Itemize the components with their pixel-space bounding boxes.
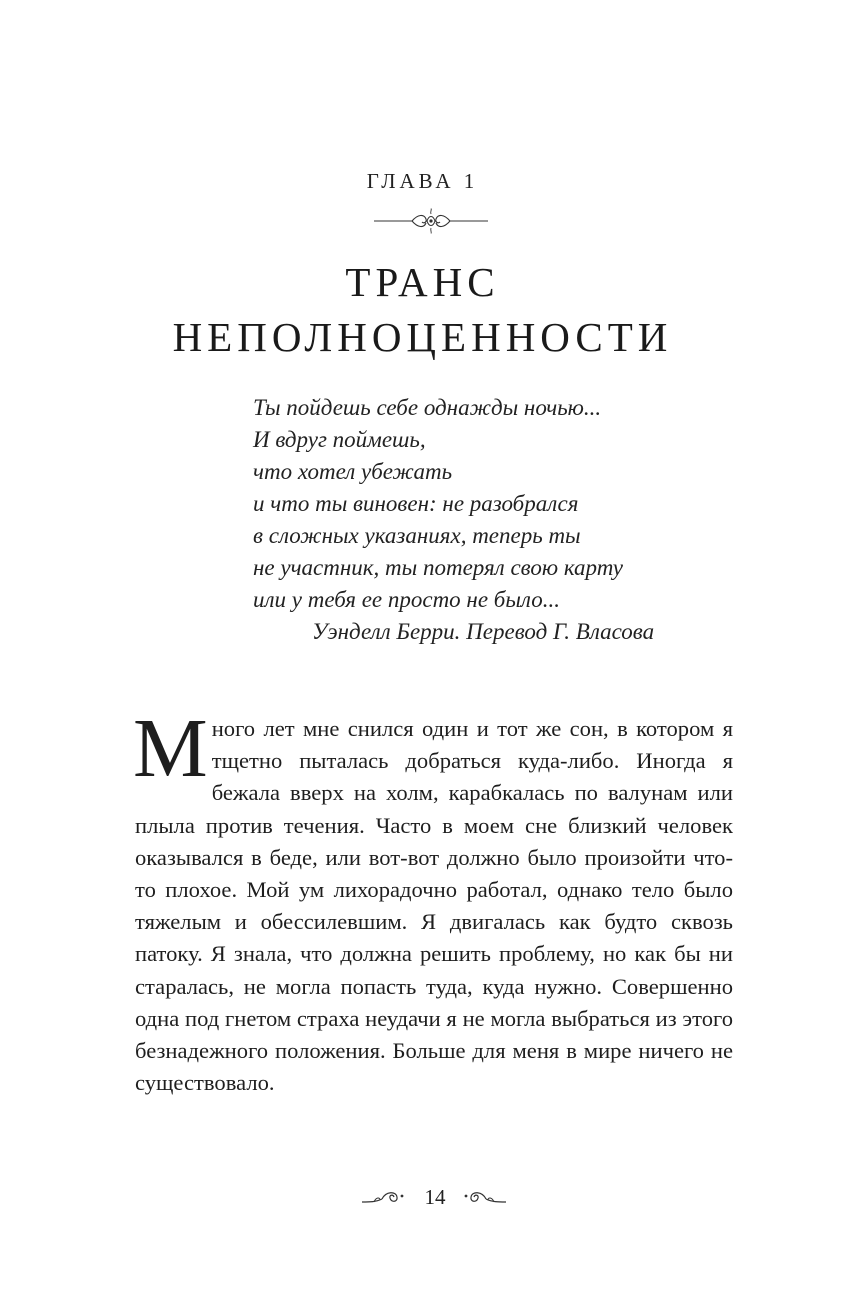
chapter-title-line-1: ТРАНС	[345, 259, 500, 305]
epigraph-attribution: Уэнделл Берри. Перевод Г. Власова	[312, 619, 655, 644]
epigraph-line: не участник, ты потерял свою карту	[253, 555, 623, 580]
left-swirl-ornament-icon	[360, 1187, 406, 1207]
chapter-title-line-2: НЕПОЛНОЦЕННОСТИ	[172, 314, 673, 360]
page-number: 14	[424, 1185, 446, 1209]
body-text: ного лет мне снился один и тот же сон, в котором я тщетно пыталась добраться куда-либо. Иногда я бежала вверх на холм, карабкалась по валунам или плыла против течения. Часто в моем сне близкий человек оказывался в беде, или вот-вот должно было произойти что-то плохое. Мой ум лихорадочно работал, однако тело было тяжелым и обессилевшим. Я двигалась как будто сквозь патоку. Я знала, что должна решить проблему, но как бы ни старалась, не могла попасть туда, куда нужно. Совершенно одна под гнетом страха неудачи я не могла выбраться из этого безнадежного положения. Больше для меня в мире ничего не существовало.	[135, 716, 733, 1096]
chapter-label: ГЛАВА 1	[366, 169, 479, 193]
chapter-title	[0, 255, 845, 365]
epigraph	[253, 392, 683, 648]
right-swirl-ornament-icon	[462, 1187, 508, 1207]
body-paragraph	[133, 702, 733, 1099]
epigraph-line: Ты пойдешь себе однажды ночью...	[253, 395, 602, 420]
epigraph-line: И вдруг поймешь,	[253, 427, 426, 452]
page-footer	[0, 1183, 845, 1213]
flourish-ornament-icon	[372, 208, 490, 234]
epigraph-line: или у тебя ее просто не было...	[253, 587, 560, 612]
epigraph-line: и что ты виновен: не разобрался	[253, 491, 579, 516]
drop-cap: М	[133, 702, 208, 795]
epigraph-line: что хотел убежать	[253, 459, 453, 484]
epigraph-line: в сложных указаниях, теперь ты	[253, 523, 581, 548]
